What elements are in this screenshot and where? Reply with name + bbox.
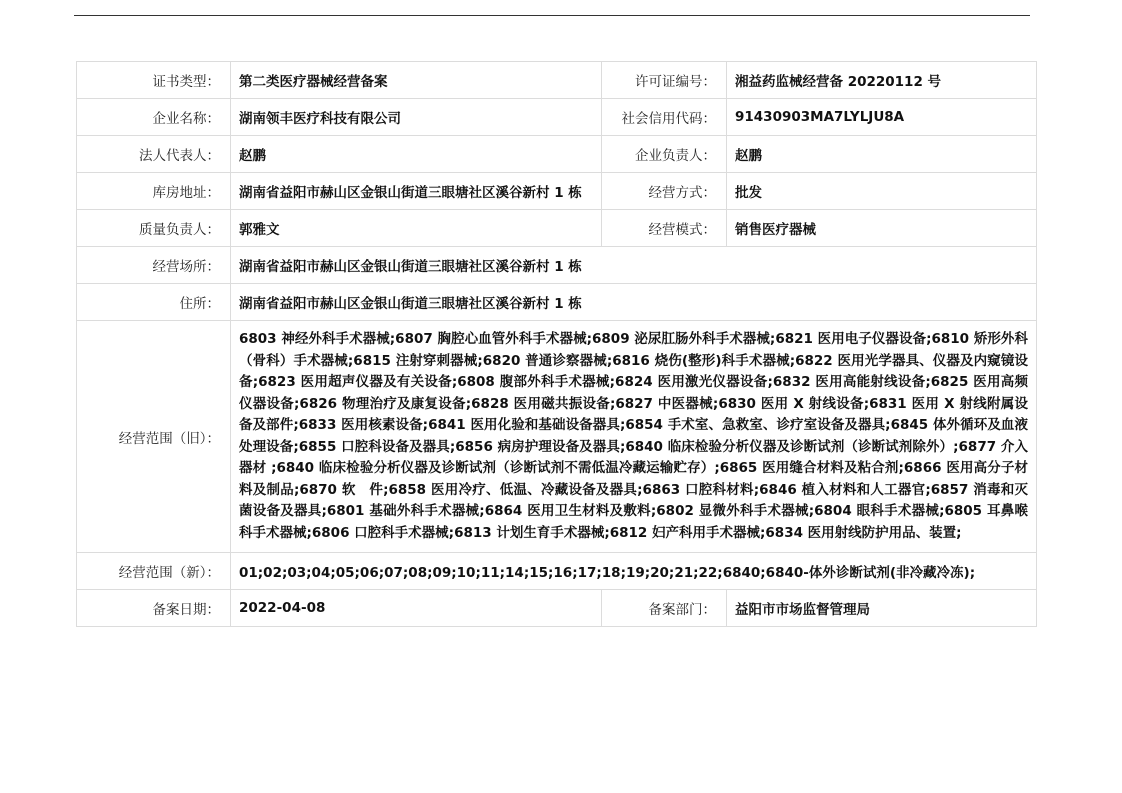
table-row [77, 247, 1037, 284]
filing-dept-label: 备案部门： [602, 590, 727, 627]
residence-value: 湖南省益阳市赫山区金银山街道三眼塘社区溪谷新村 1 栋 [231, 284, 1037, 321]
residence-label: 住所： [77, 284, 231, 321]
company-head-value: 赵鹏 [727, 136, 1037, 173]
table-row [77, 590, 1037, 627]
warehouse-address-label: 库房地址： [77, 173, 231, 210]
company-name-value: 湖南领丰医疗科技有限公司 [231, 99, 602, 136]
scope-old-value: 6803 神经外科手术器械;6807 胸腔心血管外科手术器械;6809 泌尿肛肠外科手术器械;6821 医用电子仪器设备;6810 矫形外科（骨科）手术器械;6815 注射穿刺器械;6820 普通诊察器械;6816 烧伤(整形)科手术器械;6822 医用光学器具、仪器及内窥镜设备;6823 医用超声仪器及有关设备;6808 腹部外科手术器械;6824 医用激光仪器设备;6832 医用高能射线设备;6825 医用高频仪器设备;6826 物理治疗及康复设备;6828 医用磁共振设备;6827 中医器械;6830 医用 X 射线设备;6831 医用 X 射线附属设备及部件;6833 医用核素设备;6841 医用化验和基础设备器具;6854 手术室、急救室、诊疗室设备及器具;6845 体外循环及血液处理设备;6855 口腔科设备及器具;6856 病房护理设备及器具;6840 临床检验分析仪器及诊断试剂（诊断试剂除外）;6877 介入器材 ;6840 临床检验分析仪器及诊断试剂（诊断试剂不需低温冷藏运输贮存）;6865 医用缝合材料及粘合剂;6866 医用高分子材料及制品;6870 软 件;6858 医用冷疗、低温、冷藏设备及器具;6863 口腔科材料;6846 植入材料和人工器官;6857 消毒和灭菌设备及器具;6801 基础外科手术器械;6864 医用卫生材料及敷料;6802 显微外科手术器械;6804 眼科手术器械;6805 耳鼻喉科手术器械;6806 口腔科手术器械;6813 计划生育手术器械;6812 妇产科用手术器械;6834 医用射线防护用品、装置; [231, 321, 1037, 553]
business-method-label: 经营方式： [602, 173, 727, 210]
table-row [77, 210, 1037, 247]
scope-old-label: 经营范围（旧）： [77, 321, 231, 553]
business-mode-value: 销售医疗器械 [727, 210, 1037, 247]
business-mode-label: 经营模式： [602, 210, 727, 247]
legal-rep-label: 法人代表人： [77, 136, 231, 173]
license-no-label: 许可证编号： [602, 62, 727, 99]
table-row [77, 553, 1037, 590]
table-row [77, 136, 1037, 173]
certificate-table [76, 61, 1037, 627]
filing-date-value: 2022-04-08 [231, 590, 602, 627]
company-name-label: 企业名称： [77, 99, 231, 136]
table-row [77, 284, 1037, 321]
business-method-value: 批发 [727, 173, 1037, 210]
business-premises-label: 经营场所： [77, 247, 231, 284]
table-row [77, 62, 1037, 99]
business-premises-value: 湖南省益阳市赫山区金银山街道三眼塘社区溪谷新村 1 栋 [231, 247, 1037, 284]
table-row [77, 99, 1037, 136]
legal-rep-value: 赵鹏 [231, 136, 602, 173]
scope-new-label: 经营范围（新）： [77, 553, 231, 590]
top-divider [74, 15, 1030, 16]
filing-date-label: 备案日期： [77, 590, 231, 627]
filing-dept-value: 益阳市市场监督管理局 [727, 590, 1037, 627]
table-row [77, 321, 1037, 553]
scope-new-value: 01;02;03;04;05;06;07;08;09;10;11;14;15;16;17;18;19;20;21;22;6840;6840-体外诊断试剂(非冷藏冷冻); [231, 553, 1037, 590]
cert-type-label: 证书类型： [77, 62, 231, 99]
warehouse-address-value: 湖南省益阳市赫山区金银山街道三眼塘社区溪谷新村 1 栋 [231, 173, 602, 210]
cert-type-value: 第二类医疗器械经营备案 [231, 62, 602, 99]
quality-head-value: 郭雅文 [231, 210, 602, 247]
license-no-value: 湘益药监械经营备 20220112 号 [727, 62, 1037, 99]
company-head-label: 企业负责人： [602, 136, 727, 173]
quality-head-label: 质量负责人： [77, 210, 231, 247]
table-row [77, 173, 1037, 210]
credit-code-value: 91430903MA7LYLJU8A [727, 99, 1037, 136]
credit-code-label: 社会信用代码： [602, 99, 727, 136]
